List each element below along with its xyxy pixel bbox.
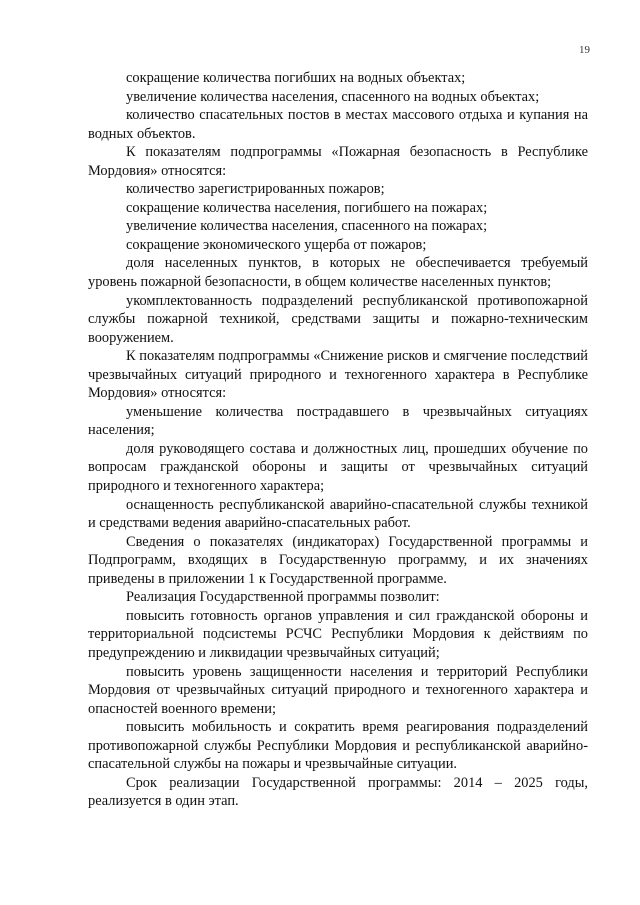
paragraph: сокращение количества населения, погибшего на пожарах;	[126, 199, 488, 216]
paragraph: сокращение количества погибших на водных объектах;	[126, 70, 466, 86]
paragraph: количество зарегистрированных пожаров;	[126, 181, 385, 198]
paragraph: укомплектованность подразделений республиканской противопожарной службы пожарной техникой, средствами защиты и пожарно-техническим вооружением.	[88, 292, 588, 346]
paragraph: Реализация Государственной программы позволит:	[126, 589, 440, 606]
paragraph: повысить готовность органов управления и сил гражданской обороны и территориальной подсистемы РСЧС Республики Мордовия к действиям по предупреждению и ликвидации чрезвычайных ситуаций;	[88, 607, 588, 661]
page-number: 19	[579, 44, 590, 56]
paragraph: количество спасательных постов в местах массового отдыха и купания на водных объектов.	[88, 107, 588, 142]
paragraph: Сведения о показателях (индикаторах) Государственной программы и Подпрограмм, входящих в Государственную программу, и их значениях приведены в приложении 1 к Государственной программе.	[88, 533, 588, 587]
paragraph: сокращение экономического ущерба от пожаров;	[126, 236, 427, 253]
paragraph: повысить мобильность и сократить время реагирования подразделений противопожарной службы Республики Мордовия и республиканской аварийно-спасательной службы на пожары и чрезвычайные ситуации.	[88, 719, 588, 773]
paragraph: доля населенных пунктов, в которых не обеспечивается требуемый уровень пожарной безопасности, в общем количестве населенных пунктов;	[88, 255, 588, 291]
paragraph: уменьшение количества пострадавшего в чрезвычайных ситуациях населения;	[88, 403, 588, 439]
paragraph: повысить уровень защищенности населения и территорий Республики Мордовия от чрезвычайных ситуаций природного и техногенного характера и опасностей военного времени;	[88, 663, 588, 717]
paragraph: увеличение количества населения, спасенного на водных объектах;	[126, 88, 540, 105]
document-body	[88, 69, 588, 811]
paragraph: увеличение количества населения, спасенного на пожарах;	[126, 218, 488, 235]
paragraph: К показателям подпрограммы «Снижение рисков и смягчение последствий чрезвычайных ситуаций природного и техногенного характера в Республике Мордовия» относятся:	[88, 348, 588, 402]
paragraph: К показателям подпрограммы «Пожарная безопасность в Республике Мордовия» относятся:	[88, 144, 588, 179]
paragraph: оснащенность республиканской аварийно-спасательной службы техникой и средствами ведения аварийно-спасательных работ.	[88, 496, 588, 532]
paragraph: Срок реализации Государственной программы: 2014 – 2025 годы, реализуется в один этап.	[88, 774, 588, 810]
paragraph: доля руководящего состава и должностных лиц, прошедших обучение по вопросам гражданской обороны и защиты от чрезвычайных ситуаций природного и техногенного характера;	[88, 440, 588, 495]
